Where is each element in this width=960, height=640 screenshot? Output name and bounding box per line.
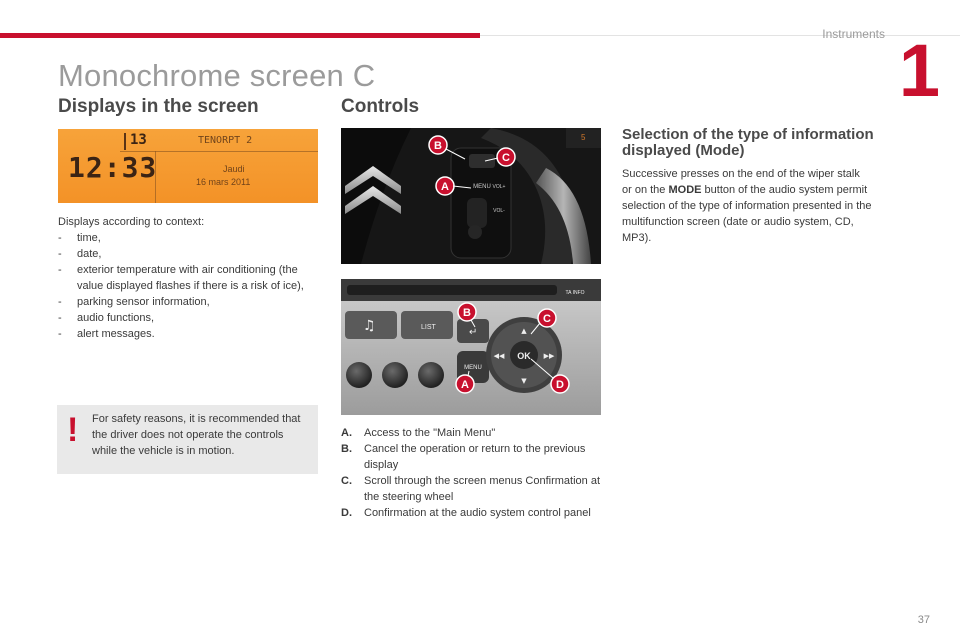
svg-text:B: B xyxy=(434,140,442,152)
display-list xyxy=(58,214,320,342)
header-accent-bar xyxy=(0,33,480,38)
callout-d xyxy=(551,375,569,393)
mode-text: Successive presses on the end of the wiper stalk or on the MODE button of the audio system permit selection of the type of information presented in the multifunction screen (date or audio system, CD, MP3). xyxy=(622,168,872,244)
monochrome-screen-image xyxy=(58,129,318,203)
lcd-temperature: 13 xyxy=(130,132,147,148)
lcd-station: TENORPT 2 xyxy=(198,135,253,146)
audio-panel-photo xyxy=(341,279,601,415)
callout-b xyxy=(429,136,447,154)
list-item: - alert messages. xyxy=(58,328,155,340)
wheel-vol-up-text: VOL+ xyxy=(492,184,506,190)
mode-heading: Selection of the type of information displayed (Mode) xyxy=(622,126,874,159)
svg-text:B: B xyxy=(463,307,471,319)
callout-a xyxy=(436,177,454,195)
list-item: - parking sensor information, xyxy=(58,296,210,308)
legend-item: A. Access to the "Main Menu" xyxy=(341,427,496,439)
legend-item: D. Confirmation at the audio system control panel xyxy=(341,507,591,519)
svg-text:▼: ▼ xyxy=(521,377,527,385)
svg-text:A: A xyxy=(461,379,469,391)
legend-item: B. Cancel the operation or return to the previous display xyxy=(341,443,586,471)
svg-text:♫: ♫ xyxy=(363,318,376,334)
svg-text:A: A xyxy=(441,181,449,193)
steering-wheel-photo xyxy=(341,128,601,264)
chapter-number: 1 xyxy=(898,29,940,112)
callout-b xyxy=(458,303,476,321)
safety-text: For safety reasons, it is recommended that the driver does not operate the controls while the vehicle is in motion. xyxy=(92,413,301,457)
panel-ok-text: OK xyxy=(517,351,531,361)
list-item: - audio functions, xyxy=(58,312,155,324)
header-rule xyxy=(480,35,960,36)
list-item: - exterior temperature with air conditioning (the value displayed flashes if there is a risk of ice), xyxy=(58,264,304,292)
callout-c xyxy=(538,309,556,327)
lcd-date: 16 mars 2011 xyxy=(196,177,251,187)
list-item: - date, xyxy=(58,248,102,260)
svg-text:◀◀: ◀◀ xyxy=(493,352,505,360)
safety-note xyxy=(57,405,318,474)
callout-c xyxy=(497,148,515,166)
section-label: Instruments xyxy=(822,27,885,41)
lcd-bracket xyxy=(124,133,126,150)
svg-text:D: D xyxy=(556,379,564,391)
warning-icon: ! xyxy=(67,411,79,449)
svg-text:C: C xyxy=(502,152,510,164)
svg-text:C: C xyxy=(543,313,551,325)
page-title: Monochrome screen C xyxy=(58,58,376,93)
list-item: - time, xyxy=(58,232,101,244)
displays-heading: Displays in the screen xyxy=(58,96,259,117)
controls-legend xyxy=(341,425,603,521)
svg-text:↵: ↵ xyxy=(469,327,478,338)
svg-text:▲: ▲ xyxy=(521,327,527,335)
wheel-menu-text: MENU xyxy=(473,184,491,190)
controls-heading: Controls xyxy=(341,96,420,117)
svg-text:▶▶: ▶▶ xyxy=(543,352,555,360)
callout-a xyxy=(456,375,474,393)
panel-ta-info-text: TA INFO xyxy=(565,290,585,296)
page-number: 37 xyxy=(917,614,930,626)
panel-menu-text: MENU xyxy=(464,365,482,371)
legend-item: C. Scroll through the screen menus Confirmation at the steering wheel xyxy=(341,475,601,503)
lcd-day: Jaudi xyxy=(223,164,245,174)
display-intro: Displays according to context: xyxy=(58,216,205,228)
svg-text:5: 5 xyxy=(581,133,586,142)
panel-list-text: LIST xyxy=(421,324,436,331)
lcd-clock: 12:33 xyxy=(68,151,158,184)
wheel-vol-down-text: VOL- xyxy=(493,208,505,214)
